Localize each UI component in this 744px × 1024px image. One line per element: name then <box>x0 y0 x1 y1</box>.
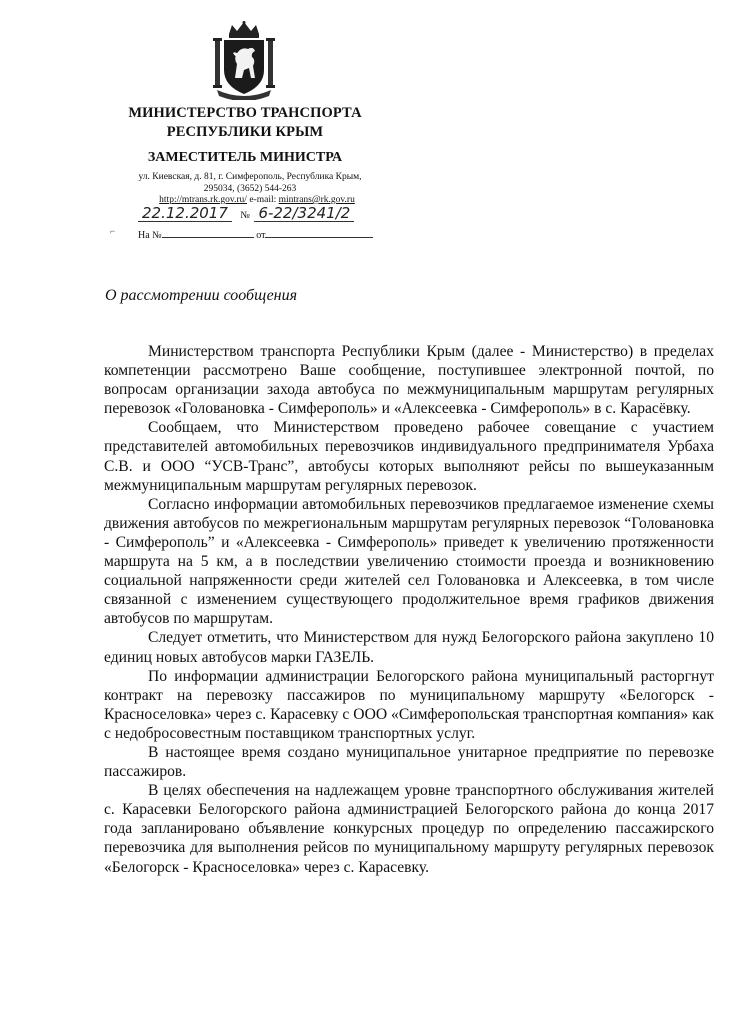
from-blank <box>265 237 373 238</box>
address-line2: 295034, (3652) 544-263 <box>203 184 297 194</box>
position-title: ЗАМЕСТИТЕЛЬ МИНИСТРА <box>147 150 343 165</box>
handwritten-number: 6-22/3241/2 <box>254 205 354 222</box>
body-paragraph: В настоящее время создано муниципальное унитарное предприятие по перевозке пассажиров. <box>104 743 714 781</box>
body-paragraph: Министерством транспорта Республики Крым (далее - Министерство) в пределах компетенции рассмотрено Ваше сообщение, поступившее электронной почтой, по вопросам организации захода автобуса по межмуниципальным маршрутам регулярных перевозок «Головановка - Симферополь» и «Алексеевка - Симферополь» в с. Карасёвку. <box>104 343 714 418</box>
body-paragraph: Сообщаем, что Министерством проведено рабочее совещание с участием представителей автомобильных перевозчиков индивидуального предпринимателя Урбаха С.В. и ООО “УСВ-Транс”, автобусы которых выполняют рейсы по вышеуказанным межмуниципальным маршрутам регулярных перевозок. <box>104 419 714 494</box>
body-paragraph: Согласно информации автомобильных перевозчиков предлагаемое изменение схемы движения автобусов по межрегиональным маршрутам регулярных перевозок “Головановка - Симферополь” и «Алексеевка - Симферополь» приведет к увеличению протяженности маршрута на 5 км, а в последствии увеличению стоимости проезда и возникновению социальной напряженности среди жителей сел Головановка и Алексеевка, в том числе связанной с изменением существующего продолжительное время графиков движения автобусов по маршрутам. <box>104 495 714 628</box>
body-paragraph: В целях обеспечения на надлежащем уровне транспортного обслуживания жителей с. Карасевки Белогорского района администрацией Белогорского района до конца 2017 года запланировано объявление конкурсных процедур по определению пассажирского перевозчика для выполнения рейсов по муниципальному маршруту регулярных перевозок «Белогорск - Красноселовка» через с. Карасевку. <box>104 782 714 876</box>
number-label: № <box>240 210 250 221</box>
website-link[interactable]: http://mtrans.rk.gov.ru/ <box>159 195 247 205</box>
on-no-blank <box>162 237 254 238</box>
corner-mark-icon: ⌐ <box>110 226 116 236</box>
letter-body <box>104 342 714 877</box>
ministry-name <box>120 104 370 142</box>
handwritten-date: 22.12.2017 <box>138 205 232 222</box>
subject-line: О рассмотрении сообщения <box>105 287 298 304</box>
ministry-name-line2: РЕСПУБЛИКИ КРЫМ <box>166 124 324 140</box>
crimea-coat-of-arms-icon <box>211 20 277 100</box>
registration-line <box>138 205 354 222</box>
address-line1: ул. Киевская, д. 81, г. Симферополь, Республика Крым, <box>138 172 362 182</box>
email-link[interactable]: mintrans@rk.gov.ru <box>278 195 355 205</box>
ministry-name-line1: МИНИСТЕРСТВО ТРАНСПОРТА <box>128 105 362 121</box>
body-paragraph: По информации администрации Белогорского района муниципальный расторгнут контракт на перевозку пассажиров по муниципальному маршруту «Белогорск - Красноселовка» через с. Карасевку с ООО «Симферопольская транспортная компания» как с недобросовестным поставщиком транспортных услуг. <box>104 667 714 742</box>
body-paragraph: Следует отметить, что Министерством для нужд Белогорского района закуплено 10 единиц новых автобусов марки ГАЗЕЛЬ. <box>104 629 714 666</box>
on-no-label: На № <box>138 230 162 241</box>
address <box>120 171 380 195</box>
email-label: e-mail: <box>249 195 277 205</box>
from-label: от <box>256 230 266 241</box>
reference-line <box>138 230 373 241</box>
